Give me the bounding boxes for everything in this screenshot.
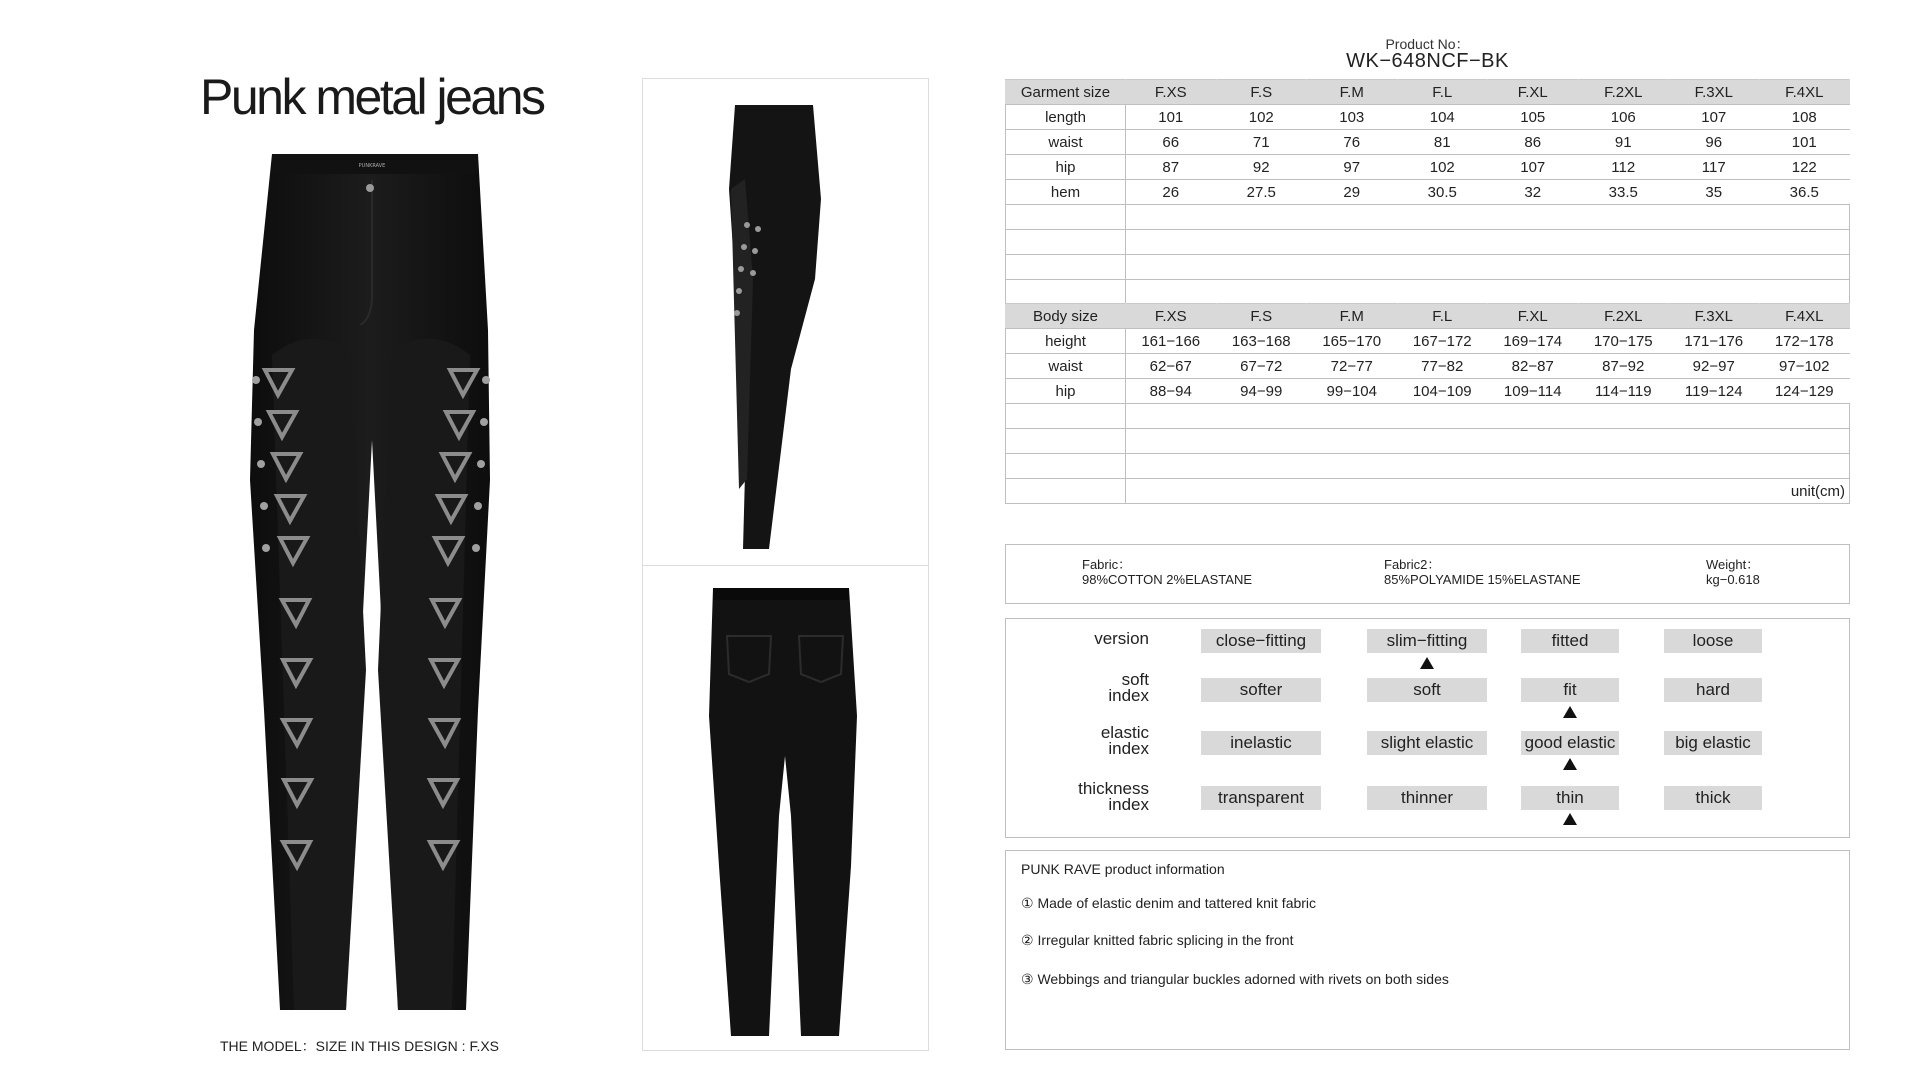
table-cell: 36.5 xyxy=(1759,180,1850,205)
soft-index-option: soft xyxy=(1367,678,1487,702)
fabric2 xyxy=(1384,557,1581,587)
side-view-frame xyxy=(642,78,929,567)
table-cell: 108 xyxy=(1759,105,1850,130)
table-row xyxy=(1006,354,1850,379)
row-label: hip xyxy=(1006,379,1126,404)
table-cell: 97 xyxy=(1307,155,1398,180)
body-header-label: Body size xyxy=(1006,304,1126,329)
table-cell: 117 xyxy=(1669,155,1760,180)
table-cell: 167−172 xyxy=(1397,329,1488,354)
table-cell: 35 xyxy=(1669,180,1760,205)
table-header-cell: F.S xyxy=(1216,80,1307,105)
unit-row xyxy=(1006,479,1850,504)
soft-index-option: hard xyxy=(1664,678,1762,702)
table-cell: 29 xyxy=(1307,180,1398,205)
table-header-cell: F.XS xyxy=(1126,80,1217,105)
table-cell: 103 xyxy=(1307,105,1398,130)
garment-header-row xyxy=(1006,80,1850,105)
table-header-cell: F.M xyxy=(1307,304,1398,329)
empty-row xyxy=(1006,255,1850,280)
table-header-cell: F.XS xyxy=(1126,304,1217,329)
info-item: ① Made of elastic denim and tattered knit fabric xyxy=(1021,895,1317,911)
table-cell: 77−82 xyxy=(1397,354,1488,379)
table-cell: 163−168 xyxy=(1216,329,1307,354)
table-cell: 171−176 xyxy=(1669,329,1760,354)
table-cell: 107 xyxy=(1488,155,1579,180)
table-cell: 165−170 xyxy=(1307,329,1398,354)
row-label: hip xyxy=(1006,155,1126,180)
table-cell: 170−175 xyxy=(1578,329,1669,354)
product-info-box xyxy=(1005,850,1850,1050)
table-cell: 87 xyxy=(1126,155,1217,180)
table-cell: 81 xyxy=(1397,130,1488,155)
table-cell: 124−129 xyxy=(1759,379,1850,404)
table-cell: 114−119 xyxy=(1578,379,1669,404)
waistband-brand: PUNKRAVE xyxy=(358,163,386,169)
table-cell: 172−178 xyxy=(1759,329,1850,354)
table-cell: 94−99 xyxy=(1216,379,1307,404)
table-cell: 106 xyxy=(1578,105,1669,130)
thickness-index-option: thick xyxy=(1664,786,1762,810)
table-cell: 91 xyxy=(1578,130,1669,155)
table-cell: 67−72 xyxy=(1216,354,1307,379)
table-cell: 122 xyxy=(1759,155,1850,180)
table-cell: 101 xyxy=(1126,105,1217,130)
table-cell: 102 xyxy=(1216,105,1307,130)
table-cell: 33.5 xyxy=(1578,180,1669,205)
table-cell: 88−94 xyxy=(1126,379,1217,404)
fabric1-label: Fabric： xyxy=(1082,557,1132,572)
table-cell: 105 xyxy=(1488,105,1579,130)
table-header-cell: F.2XL xyxy=(1578,304,1669,329)
table-row xyxy=(1006,329,1850,354)
thickness-index-option: thinner xyxy=(1367,786,1487,810)
version-option: fitted xyxy=(1521,629,1619,653)
table-cell: 99−104 xyxy=(1307,379,1398,404)
body-header-row xyxy=(1006,304,1850,329)
table-row xyxy=(1006,155,1850,180)
elastic-index-option: big elastic xyxy=(1664,731,1762,755)
elastic-index-option: slight elastic xyxy=(1367,731,1487,755)
version-option: close−fitting xyxy=(1201,629,1321,653)
empty-row xyxy=(1006,429,1850,454)
empty-row xyxy=(1006,280,1850,305)
version-option: loose xyxy=(1664,629,1762,653)
table-header-cell: F.4XL xyxy=(1759,80,1850,105)
model-size-note: THE MODEL：SIZE IN THIS DESIGN : F.XS xyxy=(220,1038,500,1054)
table-cell: 97−102 xyxy=(1759,354,1850,379)
table-cell: 169−174 xyxy=(1488,329,1579,354)
table-row xyxy=(1006,180,1850,205)
thickness-index-option: transparent xyxy=(1201,786,1321,810)
table-header-cell: F.4XL xyxy=(1759,304,1850,329)
table-header-cell: F.L xyxy=(1397,304,1488,329)
product-number: WK−648NCF−BK xyxy=(1346,50,1509,72)
unit-note: unit(cm) xyxy=(1126,479,1850,504)
fabric1-value: 98%COTTON 2%ELASTANE xyxy=(1082,572,1253,587)
fabric2-label: Fabric2： xyxy=(1384,557,1441,572)
table-header-cell: F.S xyxy=(1216,304,1307,329)
table-cell: 76 xyxy=(1307,130,1398,155)
front-jeans-image xyxy=(220,150,520,1020)
thickness-index-selected-marker-icon xyxy=(1563,813,1577,825)
table-cell: 66 xyxy=(1126,130,1217,155)
table-cell: 26 xyxy=(1126,180,1217,205)
thickness-index-label: thickness index xyxy=(1078,779,1149,814)
table-header-cell: F.2XL xyxy=(1578,80,1669,105)
body-size-table xyxy=(1005,303,1850,504)
table-cell: 96 xyxy=(1669,130,1760,155)
table-header-cell: F.L xyxy=(1397,80,1488,105)
fabric-info-box xyxy=(1005,544,1850,604)
table-cell: 87−92 xyxy=(1578,354,1669,379)
table-cell: 161−166 xyxy=(1126,329,1217,354)
empty-row xyxy=(1006,205,1850,230)
empty-row xyxy=(1006,454,1850,479)
table-cell: 112 xyxy=(1578,155,1669,180)
table-cell: 72−77 xyxy=(1307,354,1398,379)
weight-label: Weight： xyxy=(1706,557,1760,572)
table-header-cell: F.XL xyxy=(1488,304,1579,329)
side-view-jeans-image xyxy=(643,79,928,566)
thickness-index-option: thin xyxy=(1521,786,1619,810)
garment-size-table xyxy=(1005,79,1850,305)
table-row xyxy=(1006,379,1850,404)
table-cell: 119−124 xyxy=(1669,379,1760,404)
row-label: length xyxy=(1006,105,1126,130)
version-option: slim−fitting xyxy=(1367,629,1487,653)
table-cell: 92 xyxy=(1216,155,1307,180)
row-label: waist xyxy=(1006,130,1126,155)
table-cell: 104−109 xyxy=(1397,379,1488,404)
table-header-cell: F.M xyxy=(1307,80,1398,105)
elastic-index-option: good elastic xyxy=(1521,731,1619,755)
table-cell: 104 xyxy=(1397,105,1488,130)
product-index-box xyxy=(1005,618,1850,838)
weight-value: kg−0.618 xyxy=(1706,572,1760,587)
info-item: ② Irregular knitted fabric splicing in the front xyxy=(1021,932,1294,948)
back-view-frame xyxy=(642,565,929,1051)
row-label: hem xyxy=(1006,180,1126,205)
table-cell: 27.5 xyxy=(1216,180,1307,205)
page-title: Punk metal jeans xyxy=(200,69,544,125)
table-cell: 62−67 xyxy=(1126,354,1217,379)
table-row xyxy=(1006,130,1850,155)
table-cell: 82−87 xyxy=(1488,354,1579,379)
elastic-index-option: inelastic xyxy=(1201,731,1321,755)
weight xyxy=(1706,557,1760,587)
version-label: version xyxy=(1094,629,1149,648)
row-label: height xyxy=(1006,329,1126,354)
soft-index-option: fit xyxy=(1521,678,1619,702)
elastic-index-selected-marker-icon xyxy=(1563,758,1577,770)
table-cell: 71 xyxy=(1216,130,1307,155)
table-cell: 107 xyxy=(1669,105,1760,130)
fabric1 xyxy=(1082,557,1252,587)
info-heading: PUNK RAVE product information xyxy=(1021,861,1225,877)
table-cell: 86 xyxy=(1488,130,1579,155)
back-view-jeans-image xyxy=(643,566,928,1050)
version-selected-marker-icon xyxy=(1420,657,1434,669)
row-label: waist xyxy=(1006,354,1126,379)
table-cell: 109−114 xyxy=(1488,379,1579,404)
soft-index-label: soft index xyxy=(1108,670,1149,705)
table-header-cell: F.3XL xyxy=(1669,80,1760,105)
table-cell: 30.5 xyxy=(1397,180,1488,205)
table-header-cell: F.3XL xyxy=(1669,304,1760,329)
table-cell: 101 xyxy=(1759,130,1850,155)
fabric2-value: 85%POLYAMIDE 15%ELASTANE xyxy=(1384,572,1581,587)
table-cell: 92−97 xyxy=(1669,354,1760,379)
empty-row xyxy=(1006,404,1850,429)
soft-index-option: softer xyxy=(1201,678,1321,702)
table-cell: 102 xyxy=(1397,155,1488,180)
soft-index-selected-marker-icon xyxy=(1563,706,1577,718)
product-number-label: Product No： xyxy=(1385,36,1470,52)
table-cell: 32 xyxy=(1488,180,1579,205)
table-row xyxy=(1006,105,1850,130)
info-item: ③ Webbings and triangular buckles adorned with rivets on both sides xyxy=(1021,971,1449,987)
garment-header-label: Garment size xyxy=(1006,80,1126,105)
elastic-index-label: elastic index xyxy=(1100,723,1149,758)
empty-row xyxy=(1006,230,1850,255)
table-header-cell: F.XL xyxy=(1488,80,1579,105)
